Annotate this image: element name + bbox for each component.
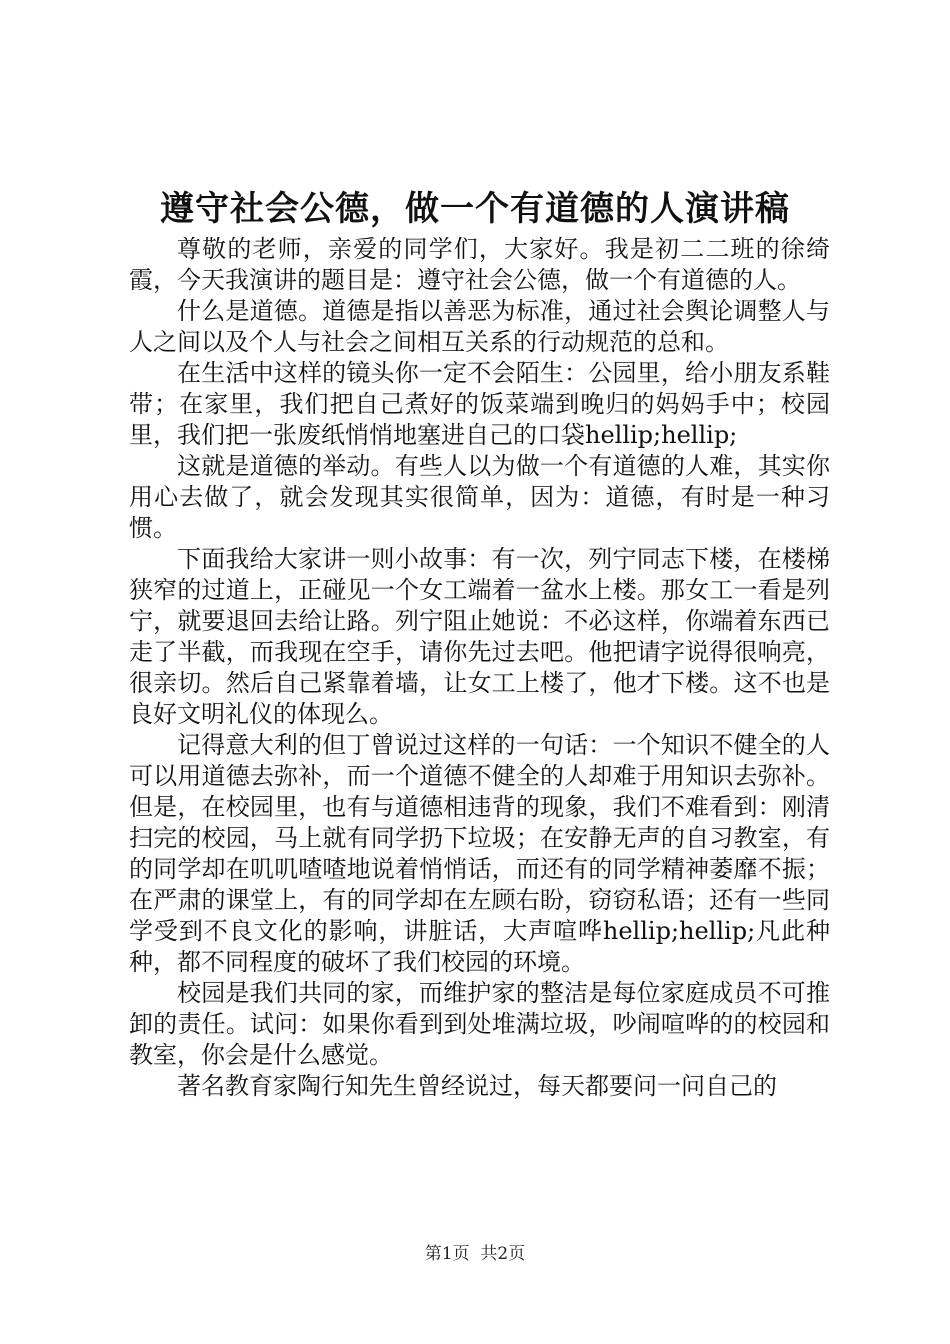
document-body [129,234,830,1102]
page-number: 第1页 [424,1244,470,1264]
paragraph: 什么是道德。道德是指以善恶为标准，通过社会舆论调整人与人之间以及个人与社会之间相互关系的行动规范的总和。 [129,297,830,356]
paragraph: 尊敬的老师，亲爱的同学们，大家好。我是初二二班的徐绮霞，今天我演讲的题目是：遵守社会公德，做一个有道德的人。 [129,235,830,294]
paragraph: 著名教育家陶行知先生曾经说过，每天都要问一问自己的 [177,1072,777,1100]
paragraph: 校园是我们共同的家，而维护家的整洁是每位家庭成员不可推卸的责任。试问：如果你看到到处堆满垃圾，吵闹喧哗的的校园和教室，你会是什么感觉。 [129,979,830,1069]
document-title: 遵守社会公德，做一个有道德的人演讲稿 [160,189,790,229]
paragraph: 下面我给大家讲一则小故事：有一次，列宁同志下楼，在楼梯狭窄的过道上，正碰见一个女工端着一盆水上楼。那女工一看是列宁，就要退回去给让路。列宁阻止她说：不必这样，你端着东西已走了半截，而我现在空手，请你先过去吧。他把请字说得很响亮，很亲切。然后自己紧靠着墙，让女工上楼了，他才下楼。这不也是良好文明礼仪的体现么。 [129,545,830,728]
paragraph: 记得意大利的但丁曾说过这样的一句话：一个知识不健全的人可以用道德去弥补，而一个道德不健全的人却难于用知识去弥补。但是，在校园里，也有与道德相违背的现象，我们不难看到：刚清扫完的校园，马上就有同学扔下垃圾；在安静无声的自习教室，有的同学却在叽叽喳喳地说着悄悄话，而还有的同学精神萎靡不振；在严肃的课堂上，有的同学却在左顾右盼，窃窃私语；还有一些同学受到不良文化的影响，讲脏话，大声喧哗hellip;hellip;凡此种种，都不同程度的破坏了我们校园的环境。 [129,731,830,976]
paragraph: 在生活中这样的镜头你一定不会陌生：公园里，给小朋友系鞋带；在家里，我们把自己煮好的饭菜端到晚归的妈妈手中；校园里，我们把一张废纸悄悄地塞进自己的口袋hellip;hellip; [129,359,830,449]
paragraph: 这就是道德的举动。有些人以为做一个有道德的人难，其实你用心去做了，就会发现其实很简单，因为：道德，有时是一种习惯。 [129,452,830,542]
page-footer [0,1243,950,1265]
page-total: 共2页 [480,1244,526,1264]
